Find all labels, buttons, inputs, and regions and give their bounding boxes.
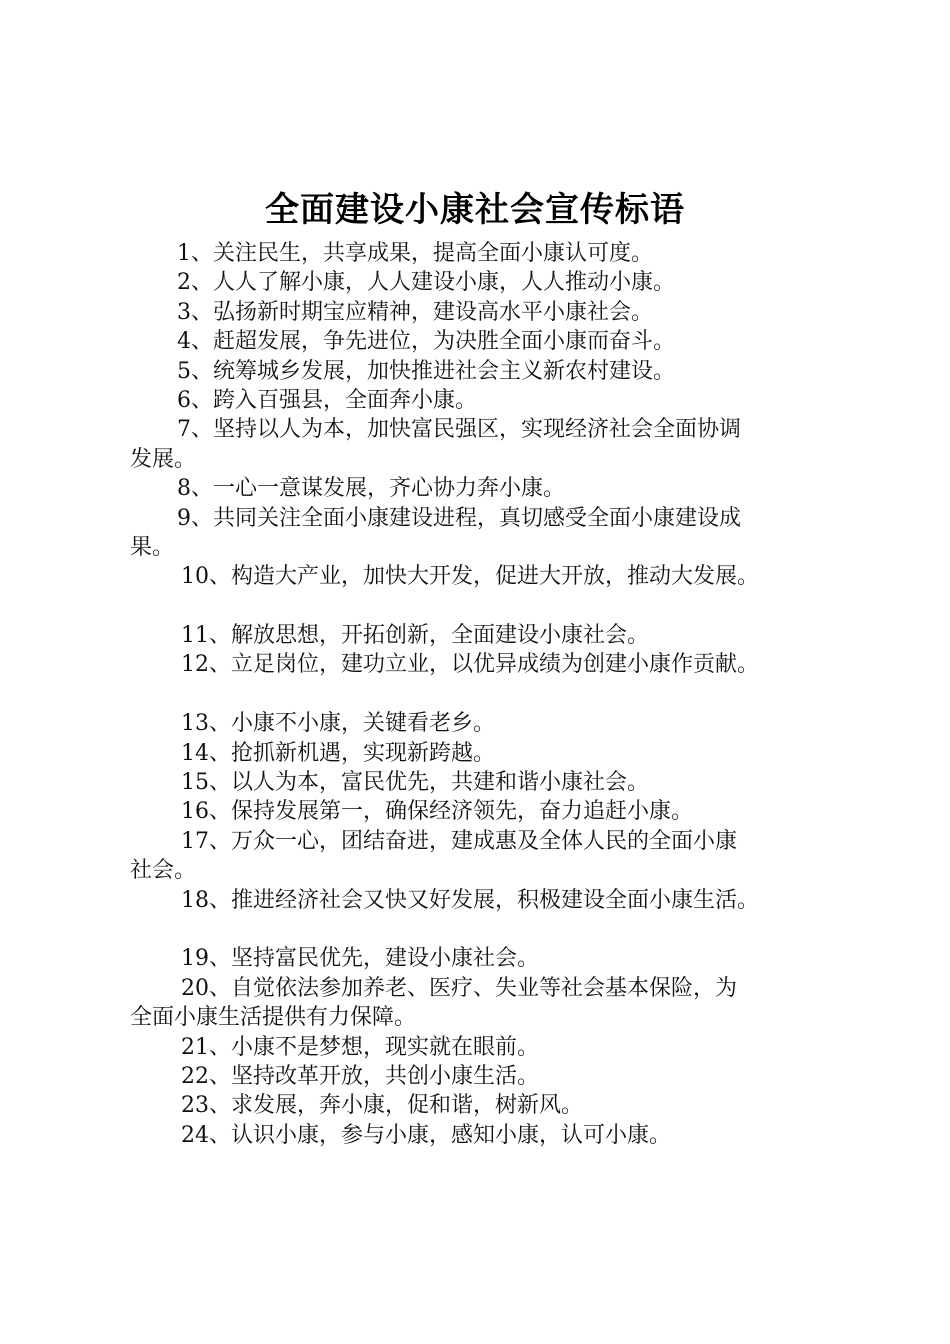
slogan-line-continuation: 果。 bbox=[130, 534, 175, 560]
slogan-line: 10、构造大产业，加快大开发，促进大开放，推动大发展。 bbox=[181, 564, 759, 590]
slogan-line: 6、跨入百强县，全面奔小康。 bbox=[177, 387, 477, 413]
slogan-line: 13、小康不小康，关键看老乡。 bbox=[181, 711, 495, 737]
document-title: 全面建设小康社会宣传标语 bbox=[265, 190, 685, 230]
blank-line bbox=[130, 915, 835, 944]
slogan-line: 14、抢抓新机遇，实现新跨越。 bbox=[181, 740, 495, 766]
blank-line bbox=[130, 592, 835, 621]
slogan-line-continuation: 发展。 bbox=[130, 446, 197, 472]
blank-line bbox=[130, 680, 835, 709]
slogan-line: 19、坚持富民优先，建设小康社会。 bbox=[181, 946, 539, 972]
slogan-line: 7、坚持以人为本，加快富民强区，实现经济社会全面协调 bbox=[177, 417, 741, 443]
slogan-line-continuation: 全面小康生活提供有力保障。 bbox=[130, 1005, 417, 1031]
slogan-line: 11、解放思想，开拓创新，全面建设小康社会。 bbox=[181, 623, 649, 649]
slogan-line: 15、以人为本，富民优先，共建和谐小康社会。 bbox=[181, 770, 649, 796]
slogan-line: 17、万众一心，团结奋进，建成惠及全体人民的全面小康 bbox=[181, 828, 737, 854]
slogan-line: 18、推进经济社会又快又好发展，积极建设全面小康生活。 bbox=[181, 887, 759, 913]
slogan-line: 1、关注民生，共享成果，提高全面小康认可度。 bbox=[177, 241, 653, 266]
slogan-line: 8、一心一意谋发展，齐心协力奔小康。 bbox=[177, 476, 565, 502]
slogan-line: 22、坚持改革开放，共创小康生活。 bbox=[181, 1063, 539, 1089]
slogan-list bbox=[130, 239, 835, 1150]
slogan-line: 23、求发展，奔小康，促和谐，树新风。 bbox=[181, 1093, 583, 1119]
slogan-line: 21、小康不是梦想，现实就在眼前。 bbox=[181, 1034, 539, 1060]
slogan-line-continuation: 社会。 bbox=[130, 858, 197, 884]
slogan-line: 5、统筹城乡发展，加快推进社会主义新农村建设。 bbox=[177, 358, 675, 384]
slogan-line: 12、立足岗位，建功立业，以优异成绩为创建小康作贡献。 bbox=[181, 652, 759, 678]
slogan-line: 9、共同关注全面小康建设进程，真切感受全面小康建设成 bbox=[177, 505, 741, 531]
slogan-line: 4、赶超发展，争先进位，为决胜全面小康而奋斗。 bbox=[177, 329, 675, 355]
slogan-line: 20、自觉依法参加养老、医疗、失业等社会基本保险，为 bbox=[181, 975, 737, 1001]
slogan-line: 3、弘扬新时期宝应精神，建设高水平小康社会。 bbox=[177, 299, 653, 325]
slogan-line: 24、认识小康，参与小康，感知小康，认可小康。 bbox=[181, 1122, 671, 1148]
slogan-line: 2、人人了解小康，人人建设小康，人人推动小康。 bbox=[177, 270, 675, 296]
slogan-line: 16、保持发展第一，确保经济领先，奋力追赶小康。 bbox=[181, 799, 693, 825]
